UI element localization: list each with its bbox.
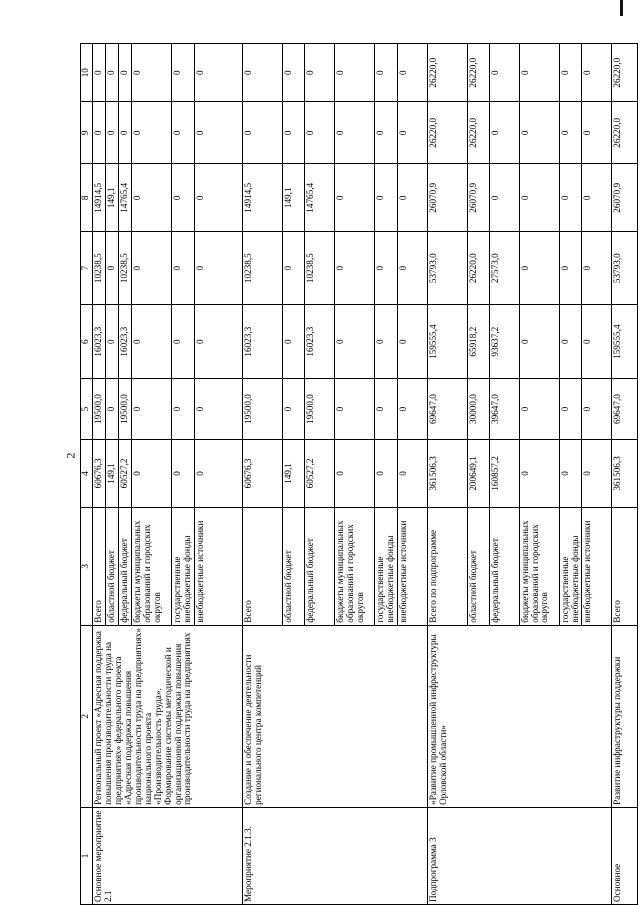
value-cell: 0 [105,379,118,440]
value-cell: 0 [559,102,582,164]
value-cell: 159555,4 [612,305,638,379]
value-cell: 19500,0 [93,379,106,440]
value-cell: 0 [374,232,397,305]
table-body [93,44,638,905]
table-row [93,44,106,905]
value-cell: 10238,5 [304,232,334,305]
value-cell: 0 [194,44,242,102]
value-cell: 0 [105,44,118,102]
value-cell: 10238,5 [93,232,106,305]
page-number: 2 [63,452,78,459]
table-row [612,44,638,905]
value-cell: 0 [582,439,612,507]
value-cell: 0 [489,102,519,164]
value-cell: 0 [194,102,242,164]
value-cell: 14914,5 [93,164,106,232]
value-cell: 0 [582,102,612,164]
value-cell: 0 [334,44,374,102]
header-col-1: 1 [81,807,93,904]
value-cell: 65918,2 [467,305,489,379]
value-cell: 39647,0 [489,379,519,440]
value-cell: 0 [131,232,171,305]
value-cell: 26220,0 [612,44,638,102]
funding-source-cell: государственные внебюджетные фонды [559,507,582,625]
funding-source-cell: областной бюджет [105,507,118,625]
value-cell: 14765,4 [118,164,131,232]
item-title-cell: «Развитие промышленной инфраструктуры Орловской области» [427,625,612,807]
value-cell: 26220,0 [427,44,467,102]
value-cell: 0 [242,44,282,102]
value-cell: 26220,0 [612,102,638,164]
value-cell: 159555,4 [427,305,467,379]
value-cell: 0 [194,305,242,379]
value-cell: 0 [559,379,582,440]
value-cell: 0 [171,232,194,305]
value-cell: 0 [559,164,582,232]
value-cell: 0 [93,102,106,164]
value-cell: 0 [105,232,118,305]
funding-source-cell: бюджеты муниципальных образований и городских округов [131,507,171,625]
rotated-table-container [80,43,623,905]
value-cell: 0 [519,305,559,379]
value-cell: 0 [171,44,194,102]
value-cell: 0 [559,439,582,507]
funding-source-cell: Всего по подпрограмме [427,507,467,625]
value-cell: 14914,5 [242,164,282,232]
value-cell: 26070,9 [612,164,638,232]
value-cell: 0 [519,164,559,232]
header-col-8: 8 [81,164,93,232]
item-code-cell: Основное [612,807,638,904]
item-code-cell: Основное мероприятие 2.1 [93,807,243,904]
value-cell: 0 [194,439,242,507]
value-cell: 53793,0 [427,232,467,305]
value-cell: 0 [489,164,519,232]
value-cell: 26220,0 [467,102,489,164]
value-cell: 16023,3 [118,305,131,379]
value-cell: 19500,0 [304,379,334,440]
scan-edge-mark [620,0,623,16]
value-cell: 27573,0 [489,232,519,305]
header-col-6: 6 [81,305,93,379]
value-cell: 0 [582,379,612,440]
value-cell: 0 [519,44,559,102]
value-cell: 0 [559,44,582,102]
value-cell: 149,1 [282,164,304,232]
value-cell: 0 [194,379,242,440]
value-cell: 0 [282,44,304,102]
header-col-7: 7 [81,232,93,305]
value-cell: 0 [282,379,304,440]
value-cell: 0 [334,102,374,164]
value-cell: 200649,1 [467,439,489,507]
funding-source-cell: федеральный бюджет [118,507,131,625]
header-col-9: 9 [81,102,93,164]
value-cell: 26070,9 [467,164,489,232]
value-cell: 0 [194,164,242,232]
value-cell: 0 [374,439,397,507]
funding-source-cell: Всего [93,507,106,625]
value-cell: 0 [194,232,242,305]
value-cell: 0 [282,102,304,164]
value-cell: 0 [171,379,194,440]
value-cell: 0 [282,305,304,379]
value-cell: 0 [334,232,374,305]
value-cell: 149,1 [282,439,304,507]
funding-source-cell: Всего [242,507,282,625]
value-cell: 0 [582,44,612,102]
value-cell: 361506,3 [612,439,638,507]
value-cell: 0 [131,102,171,164]
value-cell: 19500,0 [242,379,282,440]
value-cell: 30000,0 [467,379,489,440]
value-cell: 0 [171,439,194,507]
funding-source-cell: федеральный бюджет [304,507,334,625]
value-cell: 0 [334,379,374,440]
value-cell: 0 [519,439,559,507]
value-cell: 0 [131,305,171,379]
value-cell: 0 [105,305,118,379]
value-cell: 26070,9 [427,164,467,232]
value-cell: 0 [374,379,397,440]
funding-source-cell: бюджеты муниципальных образований и городских округов [334,507,374,625]
value-cell: 16023,3 [242,305,282,379]
value-cell: 16023,3 [93,305,106,379]
value-cell: 0 [374,164,397,232]
value-cell: 26220,0 [467,44,489,102]
value-cell: 60676,3 [93,439,106,507]
header-col-2: 2 [81,625,93,807]
value-cell: 0 [397,439,427,507]
item-code-cell: Подпрограмма 3 [427,807,612,904]
funding-source-cell: внебюджетные источники [582,507,612,625]
funding-source-cell: областной бюджет [282,507,304,625]
value-cell: 0 [304,44,334,102]
value-cell: 0 [374,102,397,164]
value-cell: 10238,5 [118,232,131,305]
value-cell: 0 [374,44,397,102]
item-title-cell: Региональный проект «Адресная поддержка повышения производительности труда на предприятиях» федерального проекта «Адресная поддержка повышения производительности труда на предприятиях» национального проекта «Производительность труда». Формирование системы методической и организационной поддержки повышения производительности труда на предприятиях [93,625,243,807]
header-row [81,44,93,905]
header-col-10: 10 [81,44,93,102]
value-cell: 0 [334,439,374,507]
value-cell: 0 [131,164,171,232]
value-cell: 0 [131,439,171,507]
value-cell: 10238,5 [242,232,282,305]
funding-source-cell: государственные внебюджетные фонды [171,507,194,625]
value-cell: 0 [282,232,304,305]
value-cell: 0 [131,379,171,440]
value-cell: 69647,0 [427,379,467,440]
value-cell: 60527,2 [118,439,131,507]
item-title-cell: Создание и обеспечение деятельности регионального центра компетенций [242,625,427,807]
value-cell: 0 [397,305,427,379]
value-cell: 53793,0 [612,232,638,305]
value-cell: 0 [519,102,559,164]
value-cell: 0 [334,305,374,379]
funding-source-cell: внебюджетные источники [397,507,427,625]
header-col-5: 5 [81,379,93,440]
value-cell: 0 [582,164,612,232]
value-cell: 14765,4 [304,164,334,232]
table-row [427,44,467,905]
value-cell: 361506,3 [427,439,467,507]
value-cell: 60676,3 [242,439,282,507]
value-cell: 0 [242,102,282,164]
value-cell: 0 [559,232,582,305]
value-cell: 0 [397,44,427,102]
value-cell: 0 [397,232,427,305]
value-cell: 0 [519,232,559,305]
value-cell: 0 [519,379,559,440]
value-cell: 160857,2 [489,439,519,507]
funding-source-cell: бюджеты муниципальных образований и городских округов [519,507,559,625]
value-cell: 0 [397,379,427,440]
value-cell: 0 [489,44,519,102]
value-cell: 60527,2 [304,439,334,507]
value-cell: 0 [105,102,118,164]
value-cell: 0 [374,305,397,379]
value-cell: 0 [118,44,131,102]
value-cell: 93637,2 [489,305,519,379]
value-cell: 26220,0 [427,102,467,164]
funding-source-cell: внебюджетные источники [194,507,242,625]
funding-source-cell: федеральный бюджет [489,507,519,625]
table-row [242,44,282,905]
value-cell: 19500,0 [118,379,131,440]
item-title-cell: Развитие инфраструктуры поддержки [612,625,638,807]
value-cell: 0 [582,305,612,379]
value-cell: 0 [397,164,427,232]
value-cell: 0 [118,102,131,164]
header-col-3: 3 [81,507,93,625]
item-code-cell: Мероприятие 2.1.3. [242,807,427,904]
value-cell: 149,1 [105,164,118,232]
value-cell: 0 [334,164,374,232]
value-cell: 0 [304,102,334,164]
value-cell: 0 [171,102,194,164]
value-cell: 0 [131,44,171,102]
value-cell: 0 [559,305,582,379]
value-cell: 0 [171,164,194,232]
value-cell: 0 [397,102,427,164]
funding-source-cell: государственные внебюджетные фонды [374,507,397,625]
header-col-4: 4 [81,439,93,507]
value-cell: 69647,0 [612,379,638,440]
value-cell: 0 [93,44,106,102]
value-cell: 149,1 [105,439,118,507]
value-cell: 16023,3 [304,305,334,379]
value-cell: 26220,0 [467,232,489,305]
value-cell: 0 [582,232,612,305]
funding-source-cell: Всего [612,507,638,625]
funding-source-cell: областной бюджет [467,507,489,625]
value-cell: 0 [171,305,194,379]
budget-table [80,43,638,905]
